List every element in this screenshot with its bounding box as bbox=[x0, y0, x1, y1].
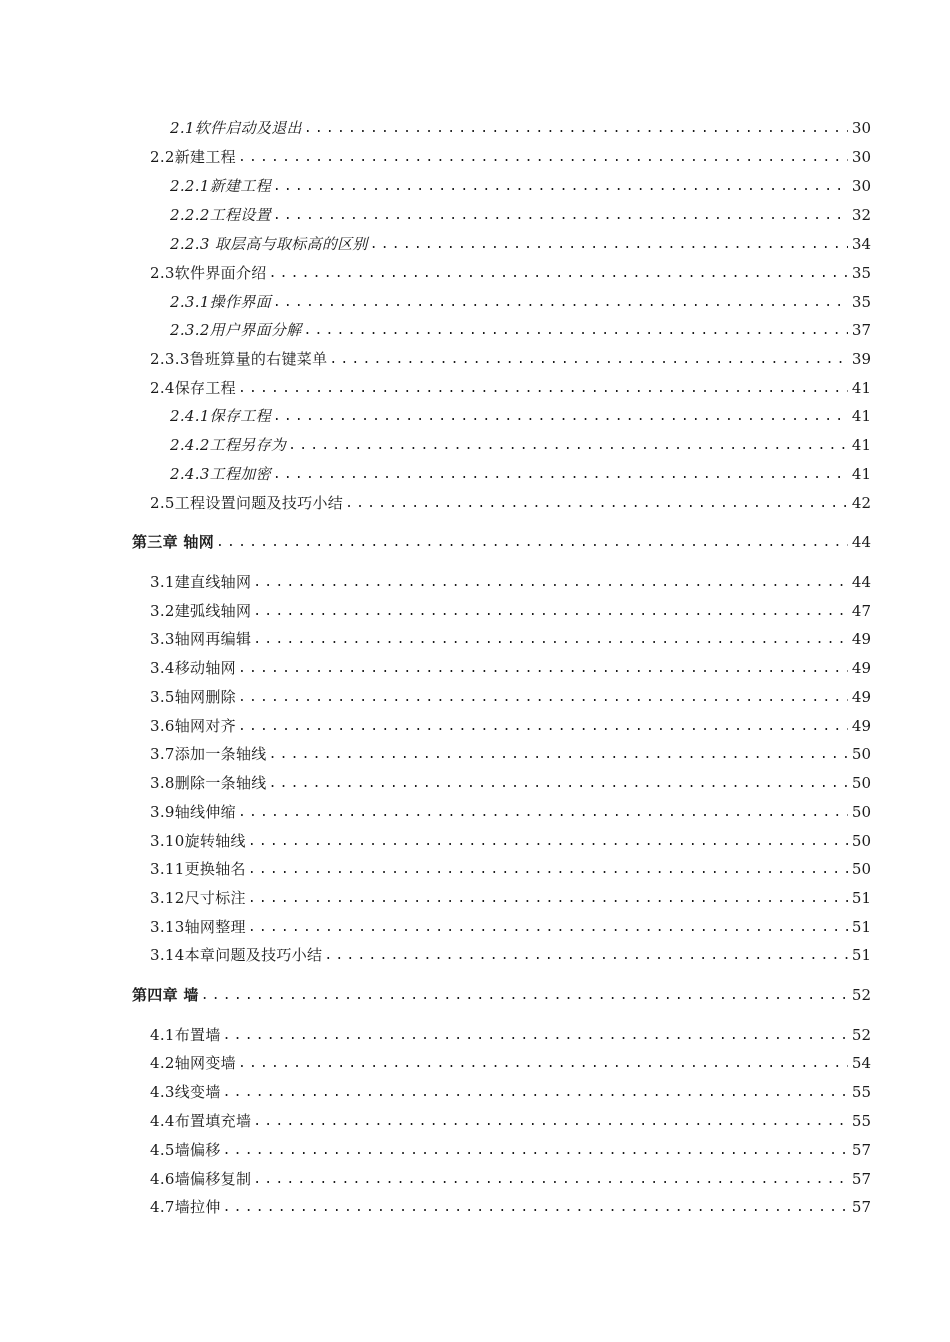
toc-entry[interactable] bbox=[150, 375, 871, 397]
toc-entry[interactable] bbox=[170, 173, 871, 195]
toc-entry-page-number: 41 bbox=[851, 436, 871, 454]
toc-entry-title: 3.6轴网对齐 bbox=[150, 717, 236, 735]
toc-entry[interactable] bbox=[150, 684, 871, 706]
toc-entry[interactable] bbox=[170, 202, 871, 224]
toc-entry[interactable] bbox=[150, 942, 871, 964]
dot-leader bbox=[271, 467, 848, 483]
toc-entry[interactable] bbox=[150, 490, 871, 512]
toc-entry-title: 2.2.2工程设置 bbox=[170, 206, 271, 224]
toc-entry-title: 第三章 轴网 bbox=[132, 533, 215, 551]
toc-entry-page-number: 51 bbox=[851, 889, 871, 907]
toc-entry-title: 3.10旋转轴线 bbox=[150, 832, 246, 850]
toc-entry-page-number: 39 bbox=[851, 350, 871, 368]
toc-entry-page-number: 35 bbox=[851, 264, 871, 282]
dot-leader bbox=[343, 496, 848, 512]
toc-entry[interactable] bbox=[150, 346, 871, 368]
toc-entry[interactable] bbox=[170, 317, 871, 339]
toc-entry-page-number: 50 bbox=[851, 745, 871, 763]
toc-entry-page-number: 41 bbox=[851, 465, 871, 483]
toc-entry-title: 3.14本章问题及技巧小结 bbox=[150, 946, 323, 964]
toc-entry-title: 3.4移动轴网 bbox=[150, 659, 236, 677]
toc-entry-page-number: 50 bbox=[851, 803, 871, 821]
dot-leader bbox=[236, 150, 848, 166]
toc-entry-page-number: 49 bbox=[851, 659, 871, 677]
dot-leader bbox=[246, 862, 848, 878]
toc-entry-title: 4.4布置填充墙 bbox=[150, 1112, 252, 1130]
toc-entry-page-number: 44 bbox=[851, 533, 871, 551]
toc-entry-title: 3.1建直线轴网 bbox=[150, 573, 252, 591]
toc-entry[interactable] bbox=[150, 1079, 871, 1101]
toc-entry-title: 3.3轴网再编辑 bbox=[150, 630, 252, 648]
toc-entry-title: 2.2.3 取层高与取标高的区别 bbox=[170, 235, 368, 253]
toc-entry[interactable] bbox=[150, 144, 871, 166]
dot-leader bbox=[246, 920, 848, 936]
toc-entry-title: 3.8删除一条轴线 bbox=[150, 774, 267, 792]
toc-entry[interactable] bbox=[170, 289, 871, 311]
toc-entry[interactable] bbox=[150, 1108, 871, 1130]
toc-entry-title: 2.5工程设置问题及技巧小结 bbox=[150, 494, 344, 512]
toc-entry-page-number: 42 bbox=[851, 494, 871, 512]
toc-entry-page-number: 52 bbox=[851, 1026, 871, 1044]
toc-entry-page-number: 57 bbox=[851, 1170, 871, 1188]
toc-entry-page-number: 30 bbox=[851, 119, 871, 137]
dot-leader bbox=[236, 719, 848, 735]
dot-leader bbox=[221, 1200, 848, 1216]
toc-entry[interactable] bbox=[170, 403, 871, 425]
toc-entry-title: 2.4.2工程另存为 bbox=[170, 436, 287, 454]
toc-entry-page-number: 41 bbox=[851, 407, 871, 425]
toc-entry-title: 2.4.1保存工程 bbox=[170, 407, 271, 425]
toc-entry[interactable] bbox=[150, 741, 871, 763]
toc-entry[interactable] bbox=[150, 569, 871, 591]
dot-leader bbox=[368, 237, 848, 253]
toc-entry-title: 2.3.1操作界面 bbox=[170, 293, 271, 311]
toc-entry-title: 2.3.3鲁班算量的右键菜单 bbox=[150, 350, 328, 368]
toc-entry-page-number: 49 bbox=[851, 717, 871, 735]
dot-leader bbox=[251, 1172, 848, 1188]
dot-leader bbox=[236, 381, 848, 397]
dot-leader bbox=[199, 988, 848, 1004]
toc-entry[interactable] bbox=[170, 231, 871, 253]
toc-entry-page-number: 37 bbox=[851, 321, 871, 339]
toc-entry-page-number: 57 bbox=[851, 1198, 871, 1216]
toc-entry[interactable] bbox=[150, 655, 871, 677]
toc-entry-title: 4.6墙偏移复制 bbox=[150, 1170, 252, 1188]
dot-leader bbox=[271, 409, 848, 425]
dot-leader bbox=[302, 121, 848, 137]
toc-entry-title: 4.7墙拉伸 bbox=[150, 1198, 221, 1216]
toc-entry-page-number: 51 bbox=[851, 918, 871, 936]
toc-entry-page-number: 41 bbox=[851, 379, 871, 397]
dot-leader bbox=[236, 690, 848, 706]
dot-leader bbox=[271, 295, 848, 311]
dot-leader bbox=[246, 891, 848, 907]
toc-entry[interactable] bbox=[170, 115, 871, 137]
toc-entry-page-number: 35 bbox=[851, 293, 871, 311]
toc-entry[interactable] bbox=[150, 799, 871, 821]
dot-leader bbox=[221, 1028, 848, 1044]
toc-entry[interactable] bbox=[150, 598, 871, 620]
toc-entry-page-number: 50 bbox=[851, 860, 871, 878]
toc-entry[interactable] bbox=[170, 461, 871, 483]
toc-entry[interactable] bbox=[150, 914, 871, 936]
dot-leader bbox=[246, 834, 848, 850]
dot-leader bbox=[286, 438, 848, 454]
toc-chapter-entry[interactable] bbox=[132, 982, 871, 1004]
toc-entry-page-number: 54 bbox=[851, 1054, 871, 1072]
toc-entry-title: 4.5墙偏移 bbox=[150, 1141, 221, 1159]
toc-entry[interactable] bbox=[150, 1166, 871, 1188]
toc-entry-page-number: 57 bbox=[851, 1141, 871, 1159]
toc-entry-title: 2.4保存工程 bbox=[150, 379, 236, 397]
toc-entry-page-number: 30 bbox=[851, 148, 871, 166]
dot-leader bbox=[214, 535, 848, 551]
toc-entry-title: 2.2.1新建工程 bbox=[170, 177, 271, 195]
toc-entry-page-number: 32 bbox=[851, 206, 871, 224]
dot-leader bbox=[221, 1143, 848, 1159]
toc-entry[interactable] bbox=[150, 1050, 871, 1072]
dot-leader bbox=[322, 948, 848, 964]
dot-leader bbox=[271, 179, 848, 195]
toc-entry-page-number: 30 bbox=[851, 177, 871, 195]
toc-entry[interactable] bbox=[150, 1194, 871, 1216]
toc-entry-page-number: 34 bbox=[851, 235, 871, 253]
toc-entry-page-number: 49 bbox=[851, 688, 871, 706]
toc-entry-page-number: 50 bbox=[851, 832, 871, 850]
toc-chapter-entry[interactable] bbox=[132, 529, 871, 551]
toc-entry-title: 2.2新建工程 bbox=[150, 148, 236, 166]
toc-entry-title: 3.5轴网删除 bbox=[150, 688, 236, 706]
toc-entry-page-number: 55 bbox=[851, 1112, 871, 1130]
toc-entry-title: 3.12尺寸标注 bbox=[150, 889, 246, 907]
toc-entry[interactable] bbox=[150, 885, 871, 907]
toc-entry-title: 3.2建弧线轴网 bbox=[150, 602, 252, 620]
toc-entry[interactable] bbox=[170, 432, 871, 454]
dot-leader bbox=[251, 1114, 848, 1130]
toc-entry-page-number: 49 bbox=[851, 630, 871, 648]
toc-entry[interactable] bbox=[150, 713, 871, 735]
dot-leader bbox=[301, 323, 847, 339]
toc-entry[interactable] bbox=[150, 1137, 871, 1159]
toc-entry-title: 4.2轴网变墙 bbox=[150, 1054, 236, 1072]
dot-leader bbox=[251, 575, 848, 591]
toc-entry-title: 第四章 墙 bbox=[132, 986, 199, 1004]
dot-leader bbox=[251, 632, 848, 648]
toc-entry[interactable] bbox=[150, 1022, 871, 1044]
dot-leader bbox=[236, 1056, 848, 1072]
toc-entry-page-number: 44 bbox=[851, 573, 871, 591]
toc-entry[interactable] bbox=[150, 770, 871, 792]
toc-entry[interactable] bbox=[150, 260, 871, 282]
toc-entry-page-number: 47 bbox=[851, 602, 871, 620]
toc-entry-page-number: 51 bbox=[851, 946, 871, 964]
dot-leader bbox=[267, 266, 848, 282]
toc-entry-page-number: 52 bbox=[851, 986, 871, 1004]
dot-leader bbox=[236, 805, 848, 821]
dot-leader bbox=[236, 661, 848, 677]
toc-entry-page-number: 55 bbox=[851, 1083, 871, 1101]
dot-leader bbox=[267, 747, 848, 763]
toc-entry-title: 3.11更换轴名 bbox=[150, 860, 246, 878]
dot-leader bbox=[267, 776, 848, 792]
toc-entry-title: 3.7添加一条轴线 bbox=[150, 745, 267, 763]
dot-leader bbox=[327, 352, 848, 368]
dot-leader bbox=[271, 208, 848, 224]
toc-entry-title: 4.3线变墙 bbox=[150, 1083, 221, 1101]
toc-entry-title: 3.13轴网整理 bbox=[150, 918, 246, 936]
toc-entry-title: 2.3.2用户界面分解 bbox=[170, 321, 302, 339]
dot-leader bbox=[251, 604, 848, 620]
dot-leader bbox=[221, 1085, 848, 1101]
toc-entry[interactable] bbox=[150, 626, 871, 648]
toc-entry-page-number: 50 bbox=[851, 774, 871, 792]
toc-entry[interactable] bbox=[150, 828, 871, 850]
toc-entry-title: 2.3软件界面介绍 bbox=[150, 264, 267, 282]
toc-entry-title: 4.1布置墙 bbox=[150, 1026, 221, 1044]
toc-entry-title: 2.4.3工程加密 bbox=[170, 465, 271, 483]
toc-entry-title: 2.1软件启动及退出 bbox=[170, 119, 302, 137]
toc-entry[interactable] bbox=[150, 856, 871, 878]
toc-entry-title: 3.9轴线伸缩 bbox=[150, 803, 236, 821]
